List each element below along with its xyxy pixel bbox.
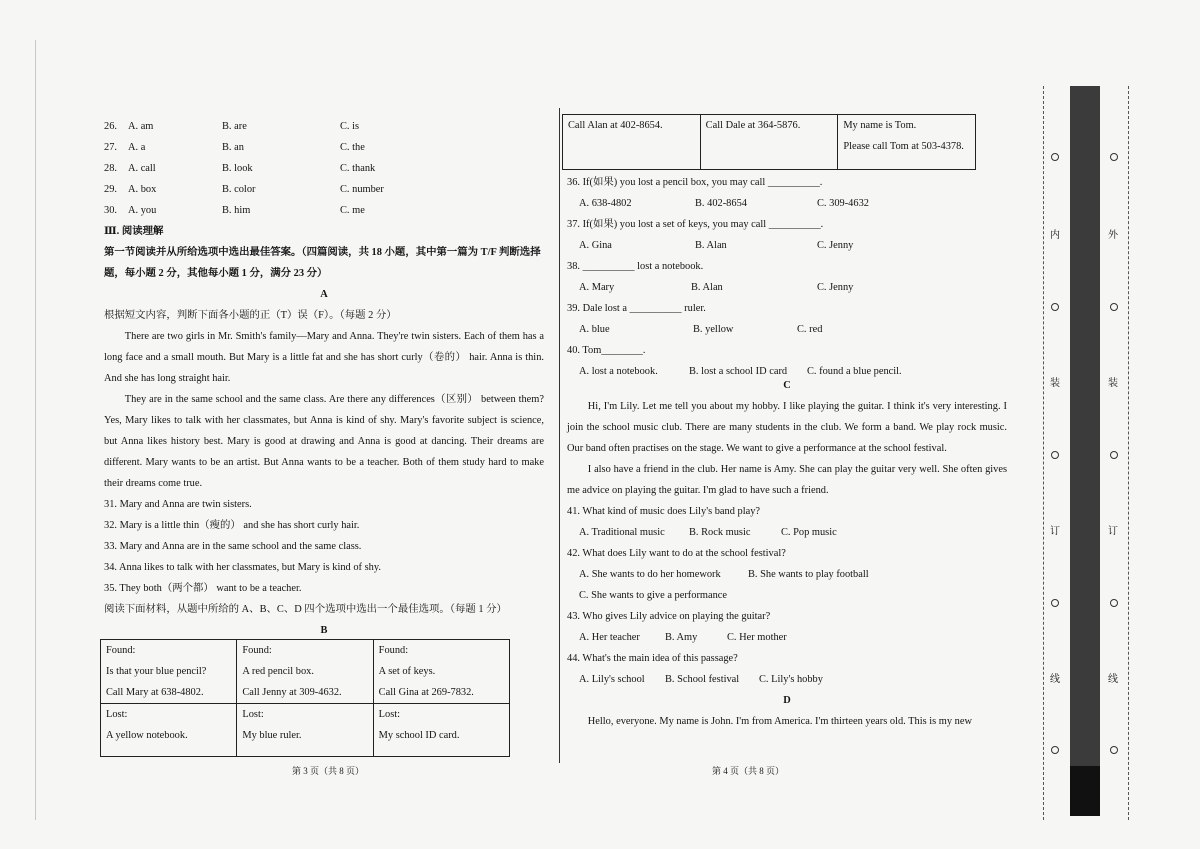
lost-found-table-continued bbox=[562, 114, 976, 170]
table-cell: Call Dale at 364-5876. bbox=[700, 115, 838, 170]
tf-question-34: 34. Anna likes to talk with her classmates, but Mary is kind of shy. bbox=[104, 562, 381, 573]
binding-dashed-line bbox=[1043, 86, 1044, 820]
option-row-26: 26. A. am B. are C. is bbox=[104, 121, 360, 132]
scan-edge bbox=[35, 40, 36, 820]
passage-d-paragraph-1: Hello, everyone. My name is John. I'm from America. I'm thirteen years old. This is my new bbox=[587, 716, 972, 727]
question-44: 44. What's the main idea of this passage? A. Lily's school B. School festival C. Lily's hobby bbox=[567, 653, 823, 685]
binding-label: 外 bbox=[1108, 230, 1118, 241]
binding-circle-icon bbox=[1051, 451, 1059, 459]
binding-circle-icon bbox=[1051, 153, 1059, 161]
table-cell: Found: Is that your blue pencil? Call Mary at 638-4802. bbox=[101, 640, 237, 704]
binding-strip bbox=[1040, 86, 1132, 820]
option-rows bbox=[104, 116, 544, 221]
option-row-28: 28. A. call B. look C. thank bbox=[104, 163, 376, 174]
binding-circle-icon bbox=[1110, 153, 1118, 161]
mc-instructions: 阅读下面材料，从题中所给的 A、B、C、D 四个选项中选出一个最佳选项。（每题 1 分） bbox=[104, 604, 507, 615]
binding-circle-icon bbox=[1110, 746, 1118, 754]
lost-found-table bbox=[100, 639, 510, 757]
section-title: Ⅲ. 阅读理解 bbox=[104, 226, 164, 237]
binding-dark-band bbox=[1070, 766, 1100, 816]
page-divider bbox=[559, 108, 560, 763]
table-cell: Lost: My school ID card. bbox=[373, 704, 509, 757]
binding-label: 装 bbox=[1050, 378, 1060, 389]
page-3-content bbox=[104, 116, 544, 641]
binding-label: 订 bbox=[1108, 526, 1118, 537]
table-cell: Found: A red pencil box. Call Jenny at 309-4632. bbox=[237, 640, 373, 704]
tf-question-33: 33. Mary and Anna are in the same school and the same class. bbox=[104, 541, 362, 552]
page-3-footer: 第 3 页（共 8 页） bbox=[292, 766, 365, 776]
question-43: 43. Who gives Lily advice on playing the guitar? A. Her teacher B. Amy C. Her mother bbox=[567, 611, 787, 643]
option-row-30: 30. A. you B. him C. me bbox=[104, 205, 365, 216]
table-cell: My name is Tom. Please call Tom at 503-4378. bbox=[838, 115, 976, 170]
question-37: 37. If(如果) you lost a set of keys, you may call __________. A. Gina B. Alan C. Jenny bbox=[567, 219, 854, 251]
question-38: 38. __________ lost a notebook. A. Mary B. Alan C. Jenny bbox=[567, 261, 854, 293]
question-36: 36. If(如果) you lost a pencil box, you may call __________. A. 638-4802 B. 402-8654 C. 309-4632 bbox=[567, 177, 869, 209]
binding-dashed-line bbox=[1128, 86, 1129, 820]
question-40: 40. Tom________. A. lost a notebook. B. lost a school ID card C. found a blue pencil. bbox=[567, 345, 902, 377]
binding-label: 线 bbox=[1108, 674, 1118, 685]
table-row bbox=[101, 640, 510, 704]
binding-label: 线 bbox=[1050, 674, 1060, 685]
option-row-29: 29. A. box B. color C. number bbox=[104, 184, 384, 195]
passage-b-label: B bbox=[320, 625, 328, 636]
option-row-27: 27. A. a B. an C. the bbox=[104, 142, 365, 153]
table-cell: Found: A set of keys. Call Gina at 269-7832. bbox=[373, 640, 509, 704]
passage-c-label: C bbox=[783, 380, 791, 391]
binding-circle-icon bbox=[1110, 599, 1118, 607]
binding-circle-icon bbox=[1110, 451, 1118, 459]
table-row bbox=[563, 115, 976, 170]
passage-c-paragraph-1: Hi, I'm Lily. Let me tell you about my hobby. I like playing the guitar. I think it's very interesting. I join the school music club. There are many students in the club. We form a band. We play rock music. Our band often practises on the stage. We want to give a performance at the school festival. bbox=[567, 401, 1007, 454]
binding-label: 内 bbox=[1050, 230, 1060, 241]
page-4-footer: 第 4 页（共 8 页） bbox=[712, 766, 785, 776]
passage-a-label: A bbox=[320, 289, 328, 300]
question-39: 39. Dale lost a __________ ruler. A. blue B. yellow C. red bbox=[567, 303, 823, 335]
binding-circle-icon bbox=[1051, 746, 1059, 754]
section-instructions: 第一节阅读并从所给选项中选出最佳答案。（四篇阅读，共 18 小题，其中第一篇为 T/F 判断选择题，每小题 2 分，其他每小题 1 分，满分 23 分） bbox=[104, 247, 541, 279]
table-cell: Lost: My blue ruler. bbox=[237, 704, 373, 757]
question-42: 42. What does Lily want to do at the school festival? A. She wants to do her homework B. She wants to play football C. She wants to give a performance bbox=[567, 548, 869, 601]
page-4-content bbox=[567, 172, 1007, 732]
binding-circle-icon bbox=[1051, 303, 1059, 311]
table-row bbox=[101, 704, 510, 757]
passage-c-paragraph-2: I also have a friend in the club. Her name is Amy. She can play the guitar very well. She often gives me advice on playing the guitar. I'm glad to have such a friend. bbox=[567, 464, 1007, 496]
binding-label: 装 bbox=[1108, 378, 1118, 389]
tf-instructions: 根据短文内容，判断下面各小题的正（T）误（F）。（每题 2 分） bbox=[104, 310, 397, 321]
passage-a-paragraph-1: There are two girls in Mr. Smith's family—Mary and Anna. They're twin sisters. Each of them has a long face and a small mouth. But Mary is a little fat and she has short curly（卷的） hair. Anna is thin. And she has long straight hair. bbox=[104, 331, 544, 384]
table-cell: Lost: A yellow notebook. bbox=[101, 704, 237, 757]
binding-circle-icon bbox=[1051, 599, 1059, 607]
table-cell: Call Alan at 402-8654. bbox=[563, 115, 701, 170]
binding-circle-icon bbox=[1110, 303, 1118, 311]
binding-label: 订 bbox=[1050, 526, 1060, 537]
passage-d-label: D bbox=[783, 695, 791, 706]
tf-question-31: 31. Mary and Anna are twin sisters. bbox=[104, 499, 252, 510]
binding-dark-band bbox=[1070, 86, 1100, 816]
question-41: 41. What kind of music does Lily's band play? A. Traditional music B. Rock music C. Pop music bbox=[567, 506, 837, 538]
tf-question-32: 32. Mary is a little thin（瘦的） and she has short curly hair. bbox=[104, 520, 360, 531]
tf-question-35: 35. They both（两个都） want to be a teacher. bbox=[104, 583, 302, 594]
passage-a-paragraph-2: They are in the same school and the same class. Are there any differences（区别） between them? Yes, Mary likes to talk with her classmates, but Anna is kind of shy. Mary's favorite subject is science, but Anna likes history best. Mary is good at drawing and Anna is good at dancing. Their dreams are different. Mary wants to be an artist. But Anna wants to be a teacher. Both of them study hard to make their dreams come true. bbox=[104, 394, 544, 489]
